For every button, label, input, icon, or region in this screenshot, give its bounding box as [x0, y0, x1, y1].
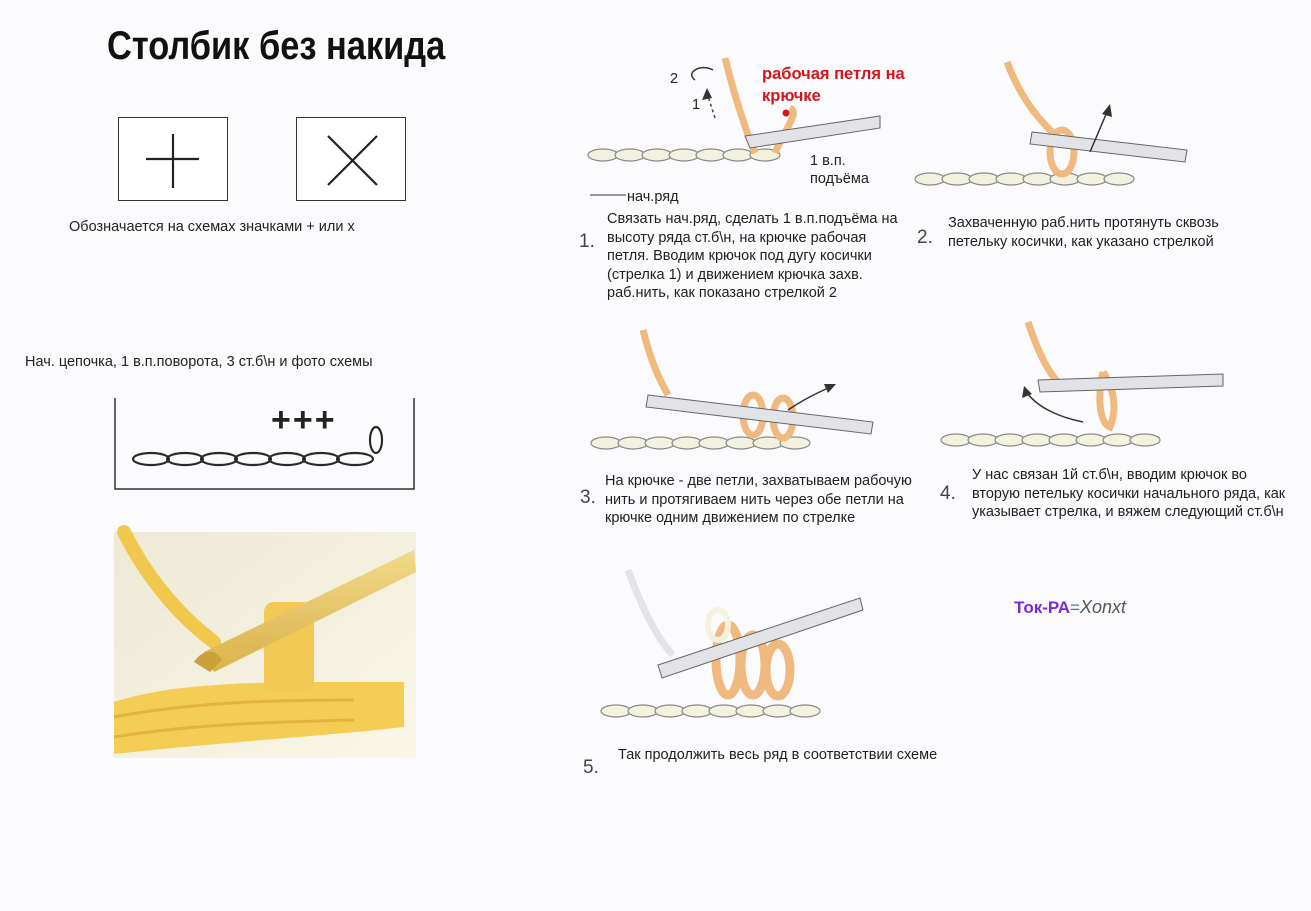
step-3-text: На крючке - две петли, захватываем рабочую нить и протягиваем нить через обе петли на крючке одним движением по стрелке: [605, 473, 912, 526]
step-5-text: Так продолжить весь ряд в соответствии схеме: [618, 747, 938, 763]
scheme-caption: Нач. цепочка, 1 в.п.поворота, 3 ст.б\н и фото схемы: [25, 354, 373, 370]
symbols-caption: Обозначается на схемах значками + или х: [69, 219, 355, 235]
step-4-number: 4.: [940, 483, 956, 504]
chain-scheme-diagram: [114, 398, 416, 492]
start-row-label: нач.ряд: [627, 189, 679, 205]
arrow-2-label: 2: [670, 71, 679, 87]
plus-symbol-icon: [119, 118, 227, 200]
lift-loop-label: 1 в.п. подъёма: [810, 153, 869, 187]
signature-alias: Xonxt: [1079, 597, 1126, 617]
step-2-text: Захваченную раб.нить протянуть сквозь петельку косички, как указано стрелкой: [948, 215, 1219, 250]
signature-equals: =: [1070, 598, 1080, 617]
cross-symbol-box: [296, 117, 406, 201]
step-2-number: 2.: [917, 227, 933, 248]
crochet-photo: [114, 532, 416, 758]
arrow-1-label: 1: [692, 97, 701, 113]
plus-symbol-box: [118, 117, 228, 201]
step-1-text: Связать нач.ряд, сделать 1 в.п.подъёма на высоту ряда ст.б\н, на крючке рабочая петля. Вводим крючок под дугу косички (стрелка 1) и движением крючка захв. раб.нить, как показано стрелкой 2: [607, 211, 898, 301]
step3-illustration: [588, 330, 878, 470]
step4-illustration: [938, 322, 1228, 462]
step-4-text: У нас связан 1й ст.б\н, вводим крючок во вторую петельку косички начального ряда, как указывает стрелка, и вяжем следующий ст.б\н: [972, 467, 1286, 520]
scheme-plus-marks: +++: [271, 401, 337, 439]
signature: [1014, 597, 1126, 618]
page-title: Столбик без накида: [107, 24, 446, 68]
step-5-number: 5.: [583, 757, 599, 778]
working-loop-label: рабочая петля на крючке: [762, 65, 905, 105]
step-3-number: 3.: [580, 487, 596, 508]
step2-illustration: [912, 62, 1192, 202]
step5-illustration: [598, 570, 868, 730]
start-row-pointer: [590, 190, 630, 200]
step-1-number: 1.: [579, 231, 595, 252]
signature-author: Ток-РА: [1014, 598, 1070, 617]
cross-symbol-icon: [297, 118, 405, 200]
